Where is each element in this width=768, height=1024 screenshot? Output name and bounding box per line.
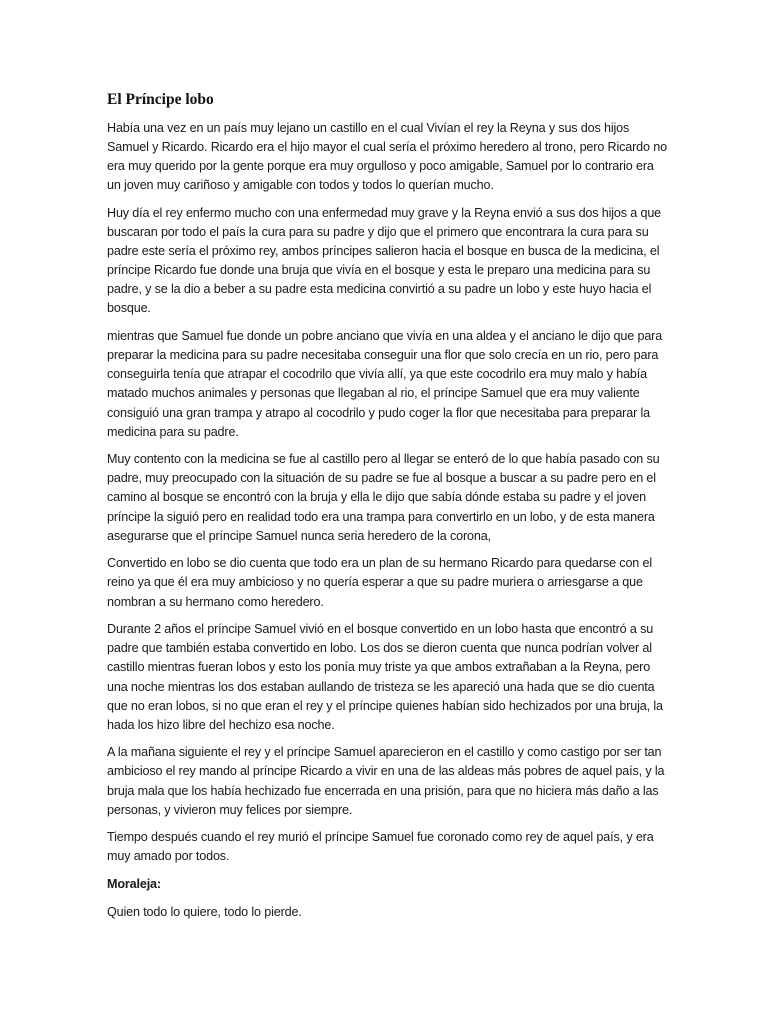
paragraph-1: Había una vez en un país muy lejano un castillo en el cual Vivían el rey la Reyna y sus dos hijos Samuel y Ricardo. Ricardo era el hijo mayor el cual sería el próximo heredero al trono, pero Ricardo no era muy querido por la gente porque era muy orgulloso y poco amigable, Samuel por lo contrario era un joven muy cariñoso y amigable con todos y todos lo querían mucho. bbox=[107, 121, 667, 193]
paragraph-8: Tiempo después cuando el rey murió el príncipe Samuel fue coronado como rey de aquel país, y era muy amado por todos. bbox=[107, 830, 654, 864]
moral-text: Quien todo lo quiere, todo lo pierde. bbox=[107, 904, 302, 919]
moral-label: Moraleja: bbox=[107, 877, 161, 892]
paragraph-6: Durante 2 años el príncipe Samuel vivió en el bosque convertido en un lobo hasta que encontró a su padre que también estaba convertido en lobo. Los dos se dieron cuenta que nunca podrían volver al castillo mientras fueran lobos y esto los ponía muy triste ya que ambos extrañaban a la Reyna, pero una noche mientras los dos estaban aullando de tristeza se les apareció una hada que se dio cuenta que no eran lobos, si no que eran el rey y el príncipe quienes habían sido hechizados por una bruja, la hada los hizo libre del hechizo esa noche. bbox=[107, 622, 663, 732]
paragraph-5: Convertido en lobo se dio cuenta que todo era un plan de su hermano Ricardo para quedarse con el reino ya que él era muy ambicioso y no quería esperar a que su padre muriera o arriesgarse a que nombran a su hermano como heredero. bbox=[107, 556, 653, 609]
paragraph-7: A la mañana siguiente el rey y el príncipe Samuel aparecieron en el castillo y como castigo por ser tan ambicioso el rey mando al príncipe Ricardo a vivir en una de las aldeas más pobres de aquel país, y la bruja mala que los había hechizado fue encerrada en una prisión, para que no hiciera más daño a las personas, y vivieron muy felices por siempre. bbox=[107, 745, 665, 817]
paragraph-2: Huy día el rey enfermo mucho con una enfermedad muy grave y la Reyna envió a sus dos hijos a que buscaran por todo el país la cura para su padre y dijo que el primero que encontrara la cura para su padre este sería el próximo rey, ambos príncipes salieron hacia el bosque en busca de la medicina, el príncipe Ricardo fue donde una bruja que vivía en el bosque y esta le preparo una medicina para su padre, y se la dio a beber a su padre esta medicina convirtió a su padre un lobo y este huyo hacia el bosque. bbox=[107, 205, 662, 316]
paragraph-4: Muy contento con la medicina se fue al castillo pero al llegar se enteró de lo que había pasado con su padre, muy preocupado con la situación de su padre se fue al bosque a buscar a su padre pero en el camino al bosque se encontró con la bruja y ella le dijo que sabía dónde estaba su padre y el joven príncipe la siguió pero en realidad todo era una trampa para convertirlo en un lobo, y de esta manera asegurarse que el príncipe Samuel nunca seria heredero de la corona, bbox=[107, 452, 660, 543]
paragraph-3: mientras que Samuel fue donde un pobre anciano que vivía en una aldea y el anciano le dijo que para preparar la medicina para su padre necesitaba conseguir una flor que solo crecía en un rio, pero para conseguirla tenía que atrapar el cocodrilo que vivía allí, ya que este cocodrilo era muy malo y había matado muchos animales y personas que llegaban al rio, el príncipe Samuel que era muy valiente consiguió una gran trampa y atrapo al cocodrilo y pudo coger la flor que necesitaba para preparar la medicina para su padre. bbox=[107, 329, 663, 439]
document-title: El Príncipe lobo bbox=[107, 91, 214, 108]
document-body bbox=[107, 90, 667, 922]
